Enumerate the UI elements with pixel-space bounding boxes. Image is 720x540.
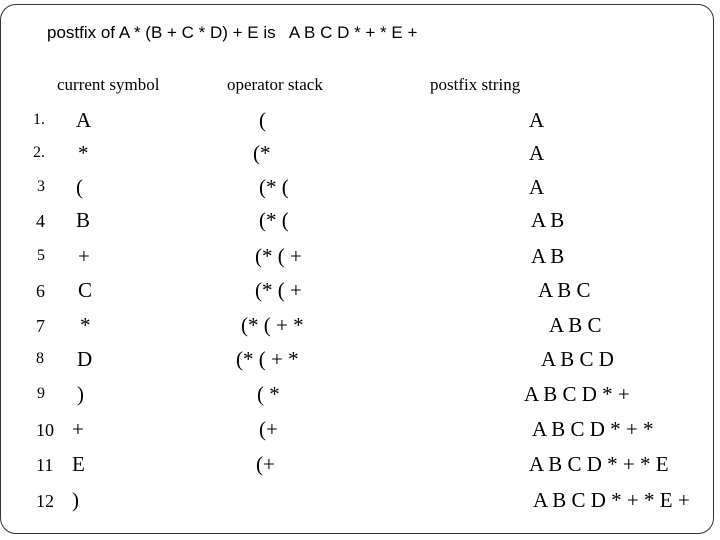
row-number: 3 <box>37 178 45 195</box>
postfix-string-cell: A <box>529 175 545 199</box>
current-symbol-cell: C <box>78 278 93 302</box>
operator-stack-cell: (* ( <box>259 175 289 199</box>
row-number: 10 <box>36 420 54 440</box>
current-symbol-cell: * <box>80 313 91 337</box>
operator-stack-cell: (+ <box>256 452 275 476</box>
operator-stack-cell: (* <box>253 141 271 165</box>
row-number: 2. <box>33 144 45 161</box>
postfix-string-cell: A B C <box>549 313 602 337</box>
postfix-string-cell: A B C <box>538 278 591 302</box>
postfix-string-cell: A B C D * + * E + <box>533 488 690 512</box>
row-number: 12 <box>36 491 54 511</box>
postfix-string-cell: A B C D <box>541 347 614 371</box>
postfix-string-cell: A <box>529 141 545 165</box>
operator-stack-cell: (* ( + <box>255 244 302 268</box>
postfix-string-cell: A B C D * + * E <box>529 452 669 476</box>
postfix-string-cell: A B <box>531 244 565 268</box>
current-symbol-cell: ) <box>72 488 79 512</box>
row-number: 4 <box>36 211 45 231</box>
header-operator-stack: operator stack <box>227 75 323 94</box>
current-symbol-cell: + <box>72 417 84 441</box>
postfix-string-cell: A B C D * + * <box>532 417 654 441</box>
row-number: 1. <box>33 111 45 128</box>
row-number: 9 <box>37 385 45 402</box>
row-number: 7 <box>36 316 45 336</box>
current-symbol-cell: E <box>72 452 85 476</box>
postfix-string-cell: A <box>529 108 545 132</box>
header-postfix-string: postfix string <box>430 75 521 94</box>
row-number: 11 <box>36 455 54 475</box>
postfix-string-cell: A B C D * + <box>524 382 630 406</box>
row-number: 5 <box>37 247 45 264</box>
operator-stack-cell: (+ <box>259 417 278 441</box>
current-symbol-cell: * <box>78 141 89 165</box>
current-symbol-cell: + <box>78 244 90 268</box>
header-current-symbol: current symbol <box>57 75 160 94</box>
operator-stack-cell: ( * <box>257 382 280 406</box>
operator-stack-cell: (* ( + <box>255 278 302 302</box>
operator-stack-cell: (* ( <box>259 208 289 232</box>
operator-stack-cell: (* ( + * <box>241 313 304 337</box>
row-number: 6 <box>36 281 45 301</box>
current-symbol-cell: ) <box>77 382 84 406</box>
operator-stack-cell: ( <box>259 108 266 132</box>
current-symbol-cell: A <box>76 108 92 132</box>
postfix-string-cell: A B <box>531 208 565 232</box>
row-number: 8 <box>36 350 44 367</box>
operator-stack-cell: (* ( + * <box>236 347 299 371</box>
slide-title: postfix of A * (B + C * D) + E is A B C D * + * E + <box>47 23 418 42</box>
current-symbol-cell: ( <box>76 175 83 199</box>
current-symbol-cell: B <box>76 208 91 232</box>
current-symbol-cell: D <box>77 347 93 371</box>
